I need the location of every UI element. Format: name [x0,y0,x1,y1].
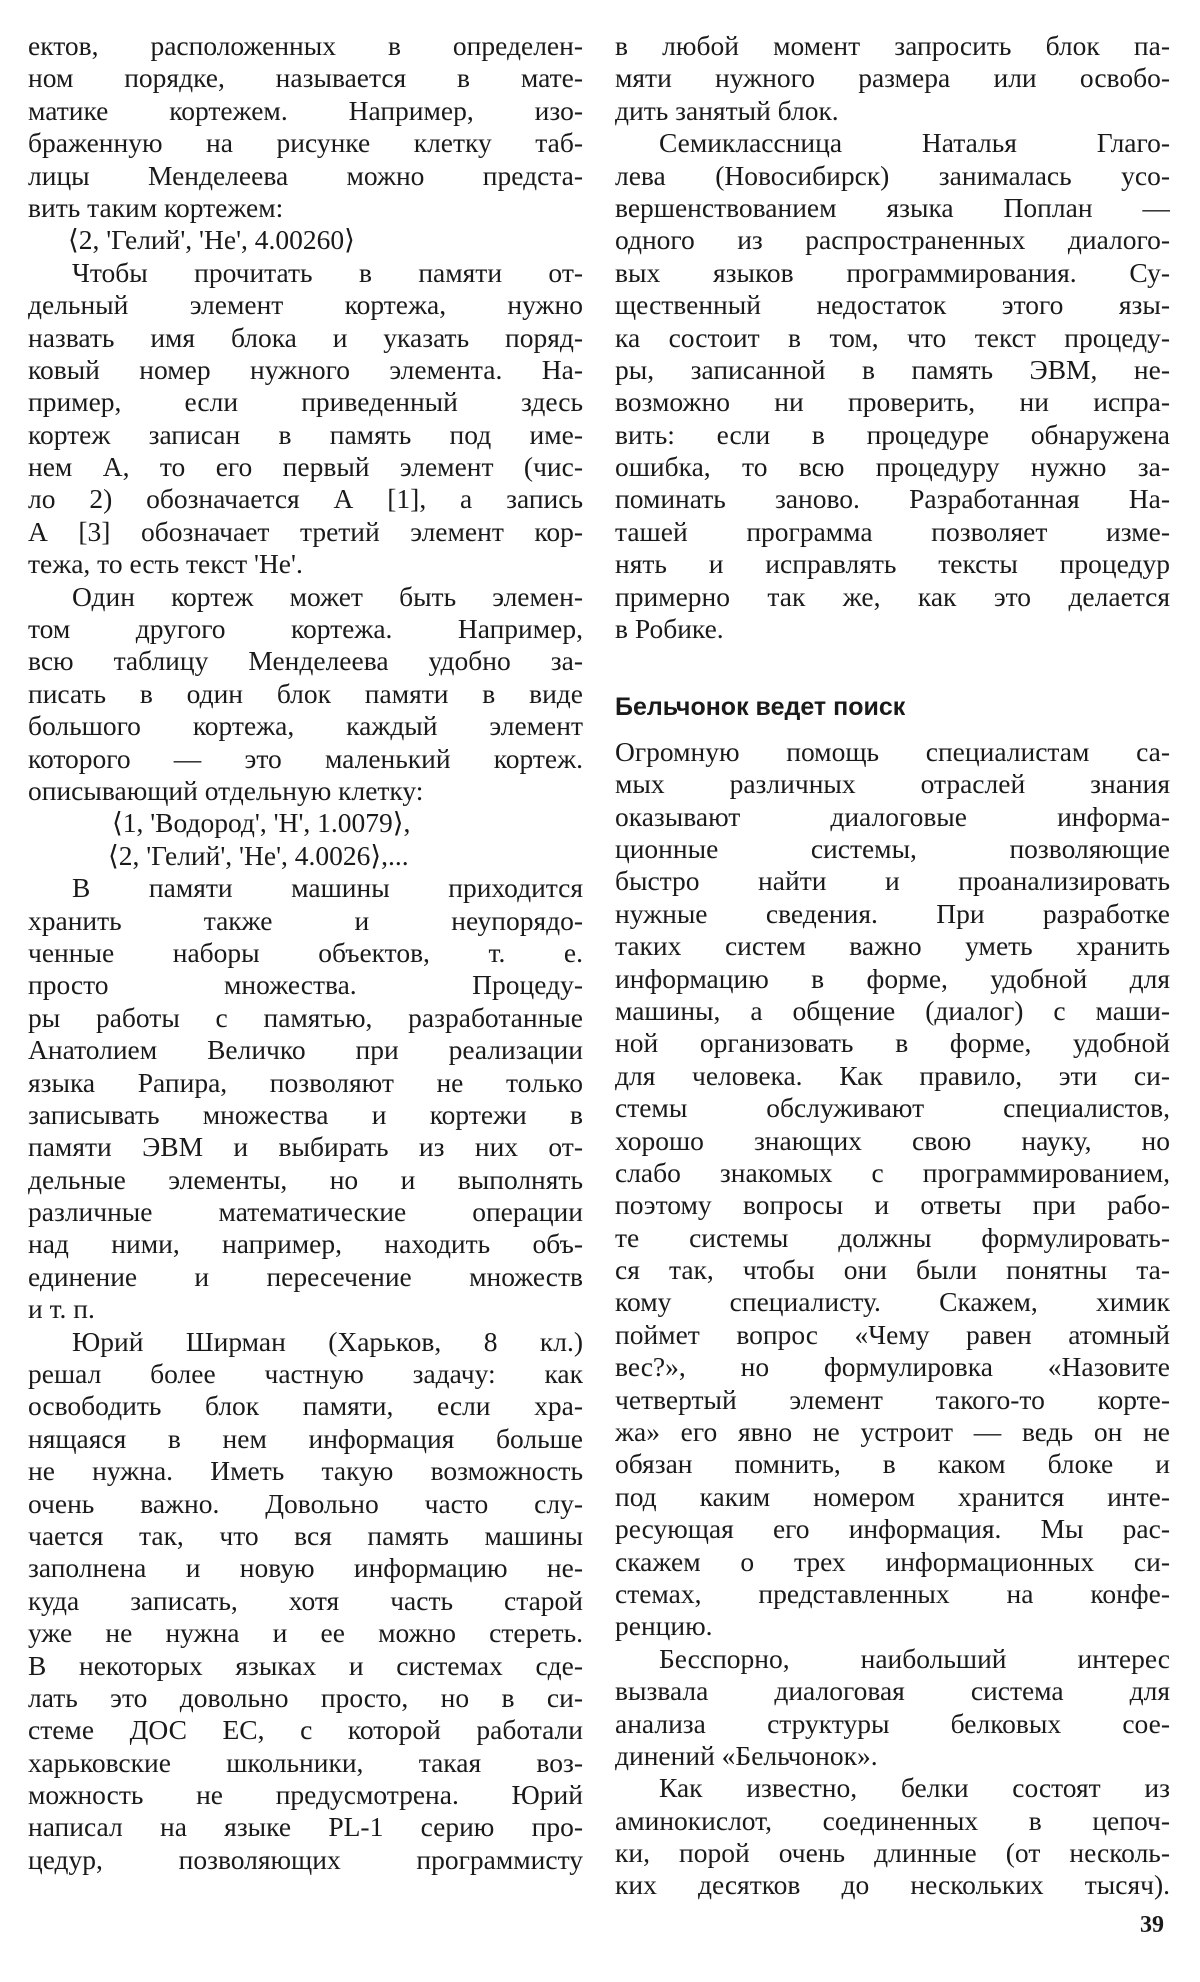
text-line: просто множества. Процеду- [28,969,583,1001]
text-line: освободить блок памяти, если хра- [28,1390,583,1422]
text-line: ки, порой очень длинные (от несколь- [615,1837,1170,1869]
text-line: лать это довольно просто, но в си- [28,1681,583,1713]
text-line: стемах, представленных на конфе- [615,1577,1170,1609]
text-line: ектов, расположенных в определен- [28,30,583,61]
text-line: в Робике. [615,613,724,645]
text-line: поминать заново. Разработанная На- [615,483,1170,515]
text-line: вершенствованием языка Поплан — [615,191,1170,223]
text-line: возможно ни проверить, ни испра- [615,386,1170,418]
text-line: таких систем важно уметь хранить [615,930,1170,962]
text-line: ной организовать в форме, удобной [615,1027,1170,1059]
text-line: памяти ЭВМ и выбирать из них от- [28,1131,583,1163]
right-column-bottom [615,736,1170,1902]
text-line: хорошо знающих свою науку, но [615,1124,1170,1156]
text-line: большого кортежа, каждый элемент [28,710,583,742]
text-line: жа» его явно не устроит — ведь он не [615,1416,1170,1448]
text-line: цедур, позволяющих программисту [28,1843,583,1875]
text-line: нящаяся в нем информация больше [28,1422,583,1454]
left-column [28,30,583,1876]
text-line: лева (Новосибирск) занималась усо- [615,159,1170,191]
text-line: дить занятый блок. [615,94,839,126]
text-line: ло 2) обозначается А [1], а запись [28,483,583,515]
text-line: ка состоит в том, что текст процеду- [615,321,1170,353]
text-line: вес?», но формулировка «Назовите [615,1351,1170,1383]
text-line: Чтобы прочитать в памяти от- [72,256,583,288]
text-line: написал на языке PL-1 серию про- [28,1811,583,1843]
text-line: вить: если в процедуре обнаружена [615,418,1170,450]
text-line: ресующая его информация. Мы рас- [615,1513,1170,1545]
text-line: под каким номером хранится инте- [615,1480,1170,1512]
text-line: вить таким кортежем: [28,191,284,223]
text-line: браженную на рисунке клетку таб- [28,127,583,159]
text-line: динений «Бельчонок». [615,1739,878,1771]
text-line: одного из распространенных диалого- [615,224,1170,256]
text-line: чается так, что вся память машины [28,1519,583,1551]
text-line: описывающий отдельную клетку: [28,774,424,806]
text-line: ⟨2, 'Гелий', 'Не', 4.0026⟩,... [108,839,409,871]
text-line: очень важно. Довольно часто слу- [28,1487,583,1519]
text-line: которого — это маленький кортеж. [28,742,583,774]
text-line: ционные системы, позволяющие [615,832,1170,864]
text-line: назвать имя блока и указать поряд- [28,321,583,353]
text-line: нужные сведения. При разработке [615,897,1170,929]
text-line: хранить также и неупорядо- [28,904,583,936]
text-line: ких десятков до нескольких тысяч). [615,1869,1170,1901]
text-line: нем А, то его первый элемент (чис- [28,451,583,483]
text-line: заполнена и новую информацию не- [28,1552,583,1584]
text-line: ся так, чтобы они были понятны та- [615,1254,1170,1286]
text-line: кортеж записан в память под име- [28,418,583,450]
text-line: нять и исправлять тексты процедур [615,548,1170,580]
text-line: решал более частную задачу: как [28,1358,583,1390]
text-line: пример, если приведенный здесь [28,386,583,418]
text-line: В некоторых языках и системах сде- [28,1649,583,1681]
text-line: писать в один блок памяти в виде [28,677,583,709]
text-line: поймет вопрос «Чему равен атомный [615,1318,1170,1350]
text-line: для человека. Как правило, эти си- [615,1059,1170,1091]
text-line: примерно так же, как это делается [615,580,1170,612]
text-line: можность не предусмотрена. Юрий [28,1779,583,1811]
text-line: дельный элемент кортежа, нужно [28,289,583,321]
text-line: над ними, например, находить объ- [28,1228,583,1260]
section-heading: Бельчонок ведет поиск [615,693,906,722]
text-line: ташей программа позволяет изме- [615,515,1170,547]
right-column [615,30,1170,1902]
text-line: всю таблицу Менделеева удобно за- [28,645,583,677]
text-line: ры работы с памятью, разработанные [28,1001,583,1033]
text-line: различные математические операции [28,1196,583,1228]
text-line: ченные наборы объектов, т. е. [28,936,583,968]
text-line: вых языков программирования. Су- [615,256,1170,288]
text-line: стеме ДОС ЕС, с которой работали [28,1714,583,1746]
text-line: ⟨1, 'Водород', 'Н', 1.0079⟩, [112,807,411,839]
text-line: обязан помнить, в каком блоке и [615,1448,1170,1480]
text-line: мых различных отраслей знания [615,768,1170,800]
text-line: лицы Менделеева можно предста- [28,159,583,191]
text-line: быстро найти и проанализировать [615,865,1170,897]
text-line: в любой момент запросить блок па- [615,30,1170,61]
text-line: ном порядке, называется в мате- [28,62,583,94]
text-line: анализа структуры белковых сое- [615,1707,1170,1739]
text-line: Как известно, белки состоят из [659,1772,1170,1804]
text-line: и т. п. [28,1293,95,1325]
page-number: 39 [1140,1912,1164,1938]
text-line: машины, а общение (диалог) с маши- [615,994,1170,1026]
text-line: щественный недостаток этого язы- [615,289,1170,321]
text-line: языка Рапира, позволяют не только [28,1066,583,1098]
text-line: Огромную помощь специалистам са- [615,735,1170,767]
text-line: Семиклассница Наталья Глаго- [659,127,1170,159]
text-line: информацию в форме, удобной для [615,962,1170,994]
text-line: дельные элементы, но и выполнять [28,1163,583,1195]
text-line: ⟨2, 'Гелий', 'Не', 4.00260⟩ [68,224,355,256]
text-line: том другого кортежа. Например, [28,613,583,645]
text-line: тежа, то есть текст 'Не'. [28,548,303,580]
text-line: поэтому вопросы и ответы при рабо- [615,1189,1170,1221]
text-line: оказывают диалоговые информа- [615,800,1170,832]
text-line: Один кортеж может быть элемен- [72,580,583,612]
text-line: кому специалисту. Скажем, химик [615,1286,1170,1318]
text-line: четвертый элемент такого-то корте- [615,1383,1170,1415]
text-line: вызвала диалоговая система для [615,1675,1170,1707]
text-line: аминокислот, соединенных в цепоч- [615,1804,1170,1836]
text-line: мяти нужного размера или освобо- [615,62,1170,94]
text-line: куда записать, хотя часть старой [28,1584,583,1616]
text-line: А [3] обозначает третий элемент кор- [28,515,583,547]
text-line: те системы должны формулировать- [615,1221,1170,1253]
text-line: харьковские школьники, такая воз- [28,1746,583,1778]
text-line: ренцию. [615,1610,713,1642]
text-line: стемы обслуживают специалистов, [615,1092,1170,1124]
text-line: Анатолием Величко при реализации [28,1034,583,1066]
text-line: единение и пересечение множеств [28,1260,583,1292]
text-line: Юрий Ширман (Харьков, 8 кл.) [72,1325,583,1357]
text-line: слабо знакомых с программированием, [615,1156,1170,1188]
text-line: уже не нужна и ее можно стереть. [28,1617,583,1649]
right-column-top [615,30,1170,645]
text-line: ковый номер нужного элемента. На- [28,353,583,385]
text-line: матике кортежем. Например, изо- [28,94,583,126]
text-line: записывать множества и кортежи в [28,1098,583,1130]
text-line: ры, записанной в память ЭВМ, не- [615,353,1170,385]
text-line: Бесспорно, наибольший интерес [659,1642,1170,1674]
text-line: ошибка, то всю процедуру нужно за- [615,451,1170,483]
text-line: не нужна. Иметь такую возможность [28,1455,583,1487]
text-line: В памяти машины приходится [72,872,583,904]
text-line: скажем о трех информационных си- [615,1545,1170,1577]
